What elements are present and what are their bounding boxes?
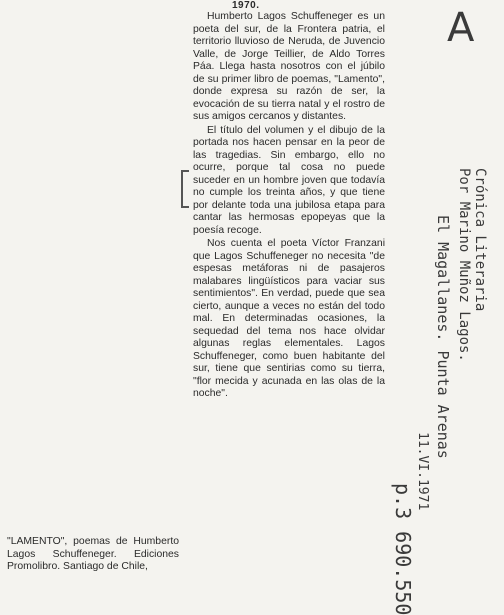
year-heading: 1970. <box>232 0 260 11</box>
handwritten-number: 690.550 <box>391 531 415 615</box>
handwritten-catalog-number <box>391 483 415 615</box>
article-paragraph: Humberto Lagos Schuffeneger es un poeta del sur, de la Frontera patria, el territorio lluvioso de Neruda, de Juvencio Valle, de Jorge Teillier, de Aldo Torres Páa. Llega hasta nosotros con el júbilo de su primer libro de poemas, "Lamento", donde expresa su razón de ser, la evocación de su tierra natal y el rostro de sus amigos cercanos y distantes. <box>193 11 385 122</box>
article-column <box>193 11 385 401</box>
book-caption: "LAMENTO", poemas de Humberto Lagos Schuffeneger. Ediciones Promolibro. Santiago de Chile, <box>7 536 179 572</box>
handwritten-author-note: Por Marino Muñoz Lagos. <box>456 168 472 362</box>
handwritten-date-note: 11.VI.1971 <box>415 432 430 511</box>
handwritten-source-note: El Magallanes. Punta Arenas <box>434 215 452 459</box>
handwritten-page: p.3 <box>391 483 415 520</box>
handwritten-letter-a: A <box>447 5 475 51</box>
article-paragraph: El título del volumen y el dibujo de la portada nos hacen pensar en la peor de las tragedias. Sin embargo, ello no ocurre, porque tal cosa no puede suceder en un hombre joven que todavía no cumple los treinta años, y que tiene por delante toda una jubilosa etapa para cantar las hermosas epopeyas que la poesía recoge. <box>193 124 385 236</box>
margin-bracket-mark <box>181 170 189 208</box>
handwritten-section-note: Crónica Literaria <box>472 168 488 312</box>
article-paragraph: Nos cuenta el poeta Víctor Franzani que Lagos Schuffeneger no necesita "de espesas metáforas ni de pasajeros malabares lingüísticos para vaciar sus sentimientos". En verdad, puede que sea cierto, aunque a veces no están del todo mal. En determinadas ocasiones, la sequedad del tema nos hace olvidar algunas reglas elementales. Lagos Schuffeneger, como buen habitante del sur, tiene que sentirias como su tierra, "flor mecida y acunada en las olas de la noche". <box>193 238 385 399</box>
